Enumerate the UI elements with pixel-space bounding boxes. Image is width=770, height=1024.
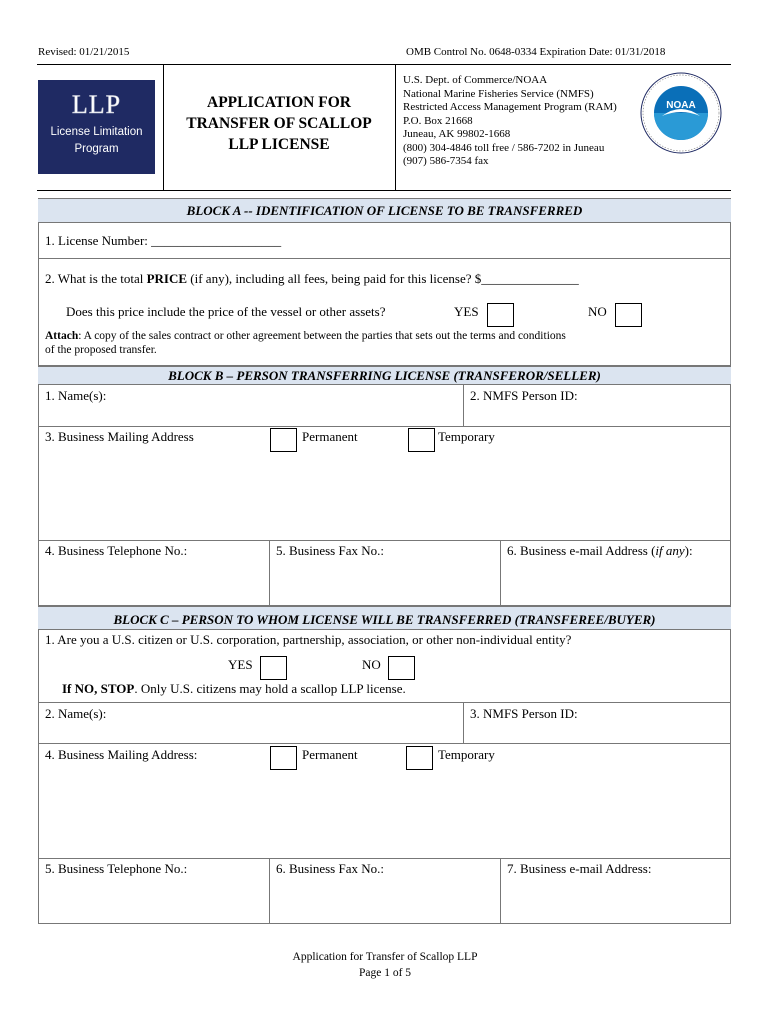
header-divider-2 — [395, 64, 396, 190]
temporary-label: Temporary — [438, 429, 495, 444]
citizen-no-checkbox[interactable] — [388, 656, 415, 680]
buyer-phone-field[interactable]: 5. Business Telephone No.: — [45, 861, 188, 876]
block-b-vdivider — [463, 385, 464, 426]
header-bottom-rule — [37, 190, 731, 191]
block-a-heading: BLOCK A -- IDENTIFICATION OF LICENSE TO BE TRANSFERRED — [38, 198, 731, 223]
header-divider-1 — [163, 64, 164, 190]
citizen-yes-label: YES — [228, 657, 253, 672]
page-number: Page 1 of 5 — [358, 967, 412, 979]
seller-fax-field[interactable]: 5. Business Fax No.: — [276, 543, 384, 558]
buyer-email-field[interactable]: 7. Business e-mail Address: — [507, 861, 652, 876]
block-a-divider — [38, 258, 731, 259]
buyer-names-field[interactable]: 2. Name(s): — [45, 706, 107, 721]
seller-permanent-checkbox[interactable] — [270, 428, 297, 452]
seal-text: NOAA — [666, 100, 696, 111]
block-b-heading: BLOCK B – PERSON TRANSFERRING LICENSE (TRANSFEROR/SELLER) — [38, 366, 731, 385]
seller-names-field[interactable]: 1. Name(s): — [45, 388, 107, 403]
noaa-seal-icon — [640, 72, 722, 154]
header-top-rule — [37, 64, 731, 65]
permanent-label: Permanent — [302, 747, 358, 762]
title-line-2: TRANSFER OF SCALLOP — [186, 115, 372, 132]
seller-person-id-field[interactable]: 2. NMFS Person ID: — [470, 388, 578, 403]
permanent-label: Permanent — [302, 429, 358, 444]
license-number-field[interactable]: 1. License Number: ____________________ — [45, 233, 282, 248]
price-no-checkbox[interactable] — [615, 303, 642, 327]
block-b-vdivider-3 — [500, 540, 501, 606]
block-c-vdivider-3 — [500, 858, 501, 924]
block-c-divider-3 — [38, 858, 731, 859]
agency-line: (800) 304-4846 toll free / 586-7202 in Juneau — [403, 141, 605, 154]
title-line-3: LLP LICENSE — [228, 136, 330, 153]
buyer-temporary-checkbox[interactable] — [406, 746, 433, 770]
llp-logo — [38, 80, 155, 174]
page-title — [168, 92, 390, 155]
block-c-vdivider-2 — [269, 858, 270, 924]
logo-subtitle-2: Program — [74, 143, 119, 155]
omb-control: OMB Control No. 0648-0334 Expiration Date: 01/31/2018 — [406, 46, 666, 58]
agency-line: Juneau, AK 99802-1668 — [403, 128, 511, 140]
buyer-permanent-checkbox[interactable] — [270, 746, 297, 770]
buyer-person-id-field[interactable]: 3. NMFS Person ID: — [470, 706, 578, 721]
agency-address — [403, 74, 617, 169]
block-b-vdivider-2 — [269, 540, 270, 606]
buyer-mailing-address-field[interactable]: 4. Business Mailing Address: — [45, 747, 198, 762]
attach-note-2: of the proposed transfer. — [45, 344, 157, 356]
price-question[interactable]: 2. What is the total PRICE (if any), including all fees, being paid for this license? $_______________ — [45, 271, 579, 286]
citizen-yes-checkbox[interactable] — [260, 656, 287, 680]
includes-vessel-question: Does this price include the price of the vessel or other assets? — [66, 304, 386, 319]
block-b-divider-1 — [38, 426, 731, 427]
agency-line: P.O. Box 21668 — [403, 114, 473, 127]
revised-date: Revised: 01/21/2015 — [38, 46, 130, 58]
seller-phone-field[interactable]: 4. Business Telephone No.: — [45, 543, 188, 558]
citizen-question: 1. Are you a U.S. citizen or U.S. corporation, partnership, association, or other non-individual entity? — [45, 632, 572, 647]
logo-subtitle-1: License Limitation — [50, 126, 143, 138]
block-c-divider-1 — [38, 702, 731, 703]
agency-line: National Marine Fisheries Service (NMFS) — [403, 87, 594, 100]
agency-line: U.S. Dept. of Commerce/NOAA — [403, 74, 548, 86]
stop-note: If NO, STOP. Only U.S. citizens may hold a scallop LLP license. — [62, 681, 406, 696]
logo-title: LLP — [71, 90, 122, 119]
block-b-frame — [38, 366, 731, 606]
seller-email-field[interactable]: 6. Business e-mail Address (if any): — [507, 543, 693, 558]
block-c-heading: BLOCK C – PERSON TO WHOM LICENSE WILL BE TRANSFERRED (TRANSFEREE/BUYER) — [38, 606, 731, 630]
seller-mailing-address-field[interactable]: 3. Business Mailing Address — [45, 429, 194, 444]
block-c-divider-2 — [38, 743, 731, 744]
agency-line: Restricted Access Management Program (RAM) — [403, 101, 617, 113]
block-b-divider-2 — [38, 540, 731, 541]
temporary-label: Temporary — [438, 747, 495, 762]
attach-note-1: Attach: A copy of the sales contract or other agreement between the parties that sets out the terms and conditions — [45, 330, 566, 342]
title-line-1: APPLICATION FOR — [207, 94, 351, 111]
citizen-no-label: NO — [362, 657, 381, 672]
footer-title: Application for Transfer of Scallop LLP — [292, 951, 478, 963]
agency-line: (907) 586-7354 fax — [403, 155, 489, 167]
seller-temporary-checkbox[interactable] — [408, 428, 435, 452]
yes-label: YES — [454, 304, 479, 319]
buyer-fax-field[interactable]: 6. Business Fax No.: — [276, 861, 384, 876]
block-c-vdivider — [463, 702, 464, 743]
price-yes-checkbox[interactable] — [487, 303, 514, 327]
no-label: NO — [588, 304, 607, 319]
